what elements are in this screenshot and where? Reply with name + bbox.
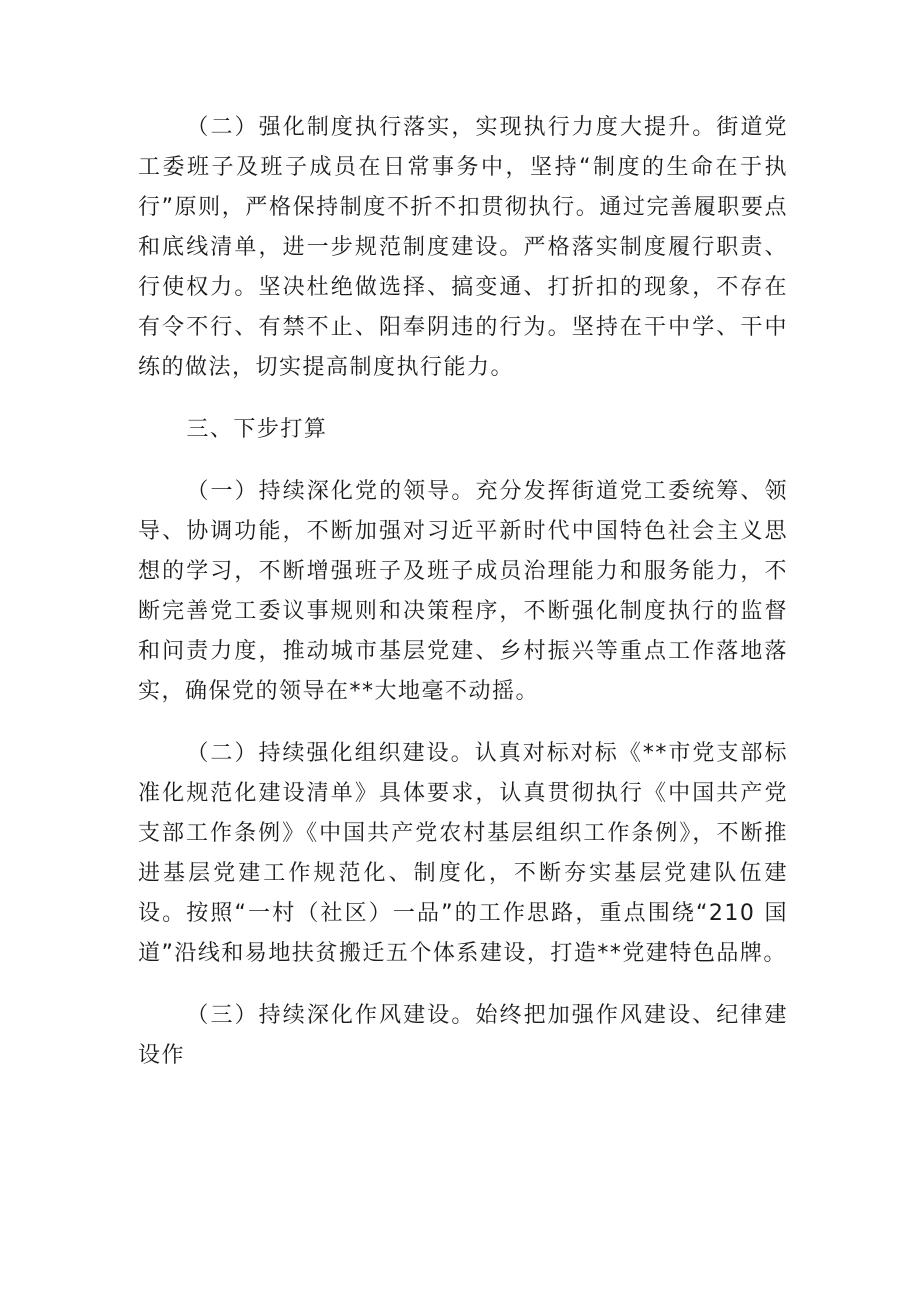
document-body xyxy=(138,108,788,1076)
paragraph-institution-execution: （二）强化制度执行落实，实现执行力度大提升。街道党工委班子及班子成员在日常事务中，坚持“制度的生命在于执行”原则，严格保持制度不折不扣贯彻执行。通过完善履职要点和底线清单，进一步规范制度建设。严格落实制度履行职责、行使权力。坚决杜绝做选择、搞变通、打折扣的现象，不存在有令不行、有禁不止、阳奉阴违的行为。坚持在干中学、干中练的做法，切实提高制度执行能力。 xyxy=(138,115,788,380)
section-heading-next-steps: 三、下步打算 xyxy=(186,417,328,442)
paragraph-organization-building: （二）持续强化组织建设。认真对标对标《**市党支部标准化规范化建设清单》具体要求，认真贯彻执行《中国共产党支部工作条例》《中国共产党农村基层组织工作条例》，不断推进基层党建工作规范化、制度化，不断夯实基层党建队伍建设。按照“一村（社区）一品”的工作思路，重点围绕“210 国道”沿线和易地扶贫搬迁五个体系建设，打造**党建特色品牌。 xyxy=(138,741,788,966)
paragraph-party-leadership: （一）持续深化党的领导。充分发挥街道党工委统筹、领导、协调功能，不断加强对习近平新时代中国特色社会主义思想的学习，不断增强班子及班子成员治理能力和服务能力，不断完善党工委议事规则和决策程序，不断强化制度执行的监督和问责力度，推动城市基层党建、乡村振兴等重点工作落地落实，确保党的领导在**大地毫不动摇。 xyxy=(138,479,788,704)
paragraph-work-style: （三）持续深化作风建设。始终把加强作风建设、纪律建设作 xyxy=(138,1003,788,1068)
